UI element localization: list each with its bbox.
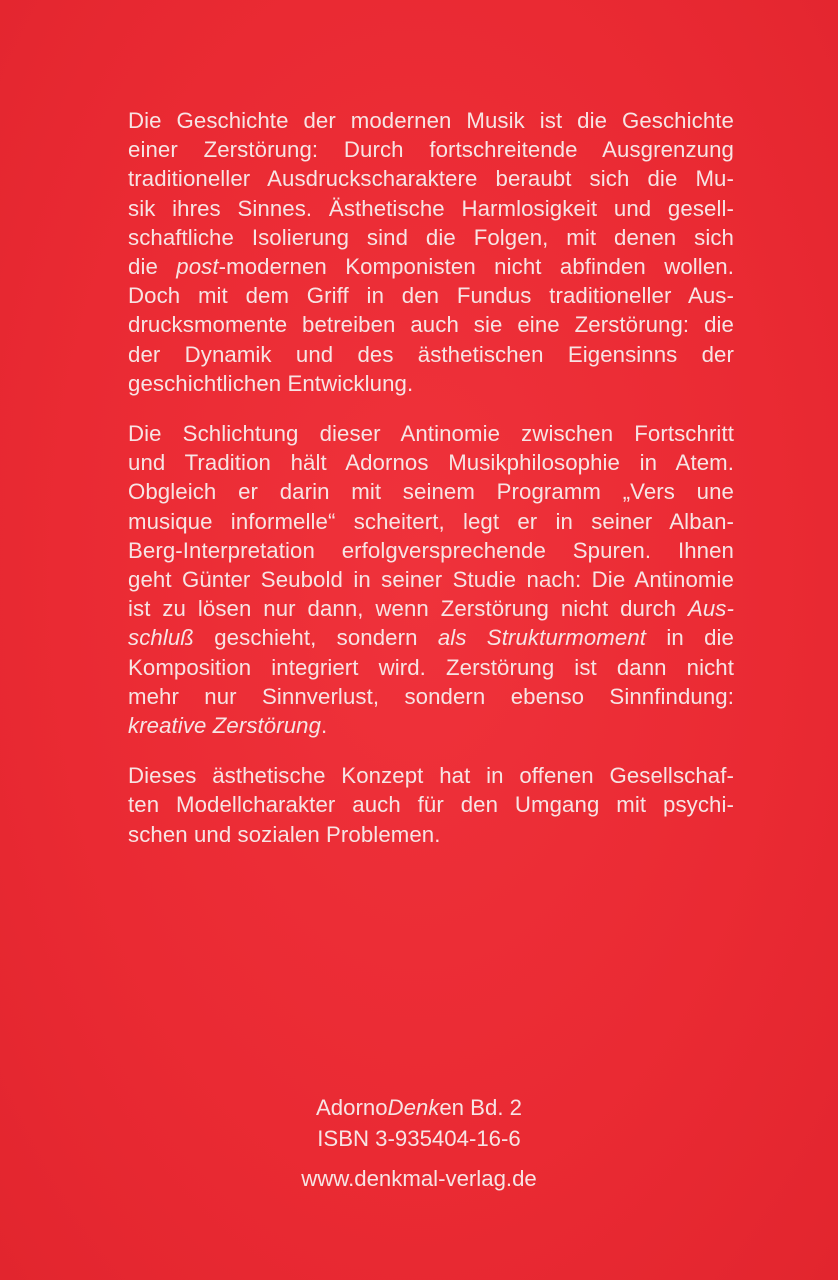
text-segment: Komposition integriert wird. Zerstörung ist dann nicht — [128, 654, 734, 680]
text-segment: Doch mit dem Griff in den Fundus traditioneller Aus- — [128, 283, 734, 309]
text-line — [128, 507, 734, 536]
text-segment: drucksmomente betreiben auch sie eine Zerstörung: die — [128, 312, 734, 338]
text-segment: schen und sozialen Problemen. — [128, 821, 441, 847]
text-segment: sik ihres Sinnes. Ästhetische Harmlosigkeit und gesell- — [128, 195, 734, 221]
series-name-a: Adorno — [316, 1095, 388, 1120]
italic-text: schluß — [128, 625, 194, 651]
text-segment: geht Günter Seubold in seiner Studie nach: Die Antinomie — [128, 567, 734, 593]
publisher-url: www.denkmal-verlag.de — [301, 1166, 537, 1191]
text-line — [128, 761, 734, 790]
text-segment: und Tradition hält Adornos Musikphilosophie in Atem. — [128, 450, 734, 476]
text-line — [128, 135, 734, 164]
text-line — [128, 790, 734, 819]
text-line — [128, 419, 734, 448]
text-segment: Die Schlichtung dieser Antinomie zwischen Fortschritt — [128, 421, 734, 447]
text-segment: einer Zerstörung: Durch fortschreitende Ausgrenzung — [128, 137, 734, 163]
italic-text: als Strukturmoment — [437, 625, 647, 651]
text-line — [128, 623, 734, 652]
blurb-paragraph — [128, 761, 734, 849]
text-segment: die — [128, 254, 177, 280]
series-line — [0, 1092, 838, 1123]
text-line — [128, 164, 734, 193]
text-line — [128, 194, 734, 223]
text-segment: . — [321, 713, 328, 739]
text-segment: musique informelle“ scheitert, legt er in seiner Alban- — [128, 508, 734, 534]
text-segment: mehr nur Sinnverlust, sondern ebenso Sinnfindung: — [128, 683, 734, 709]
text-line — [128, 369, 734, 398]
text-segment: -modernen Komponisten nicht abfinden wollen. — [218, 254, 734, 280]
text-line — [128, 594, 734, 623]
italic-text: kreative Zerstörung — [128, 713, 322, 739]
text-segment: geschieht, sondern — [193, 625, 438, 651]
text-line — [128, 281, 734, 310]
blurb-paragraph — [128, 106, 734, 398]
italic-text: Aus- — [687, 596, 734, 622]
text-segment: schaftliche Isolierung sind die Folgen, mit denen sich — [128, 224, 734, 250]
blurb-paragraph — [128, 419, 734, 740]
text-segment: ist zu lösen nur dann, wenn Zerstörung nicht durch — [128, 596, 688, 622]
series-volume: en Bd. 2 — [439, 1095, 522, 1120]
italic-text: post — [176, 254, 219, 280]
text-segment: Die Geschichte der modernen Musik ist die Geschichte — [128, 108, 734, 133]
series-name-b: Denk — [387, 1095, 440, 1120]
text-line — [128, 653, 734, 682]
text-line — [128, 340, 734, 369]
text-line — [128, 252, 734, 281]
text-line — [128, 536, 734, 565]
text-segment: der Dynamik und des ästhetischen Eigensinns der — [128, 341, 734, 367]
publication-info — [0, 1092, 838, 1194]
text-segment: traditioneller Ausdruckscharaktere beraubt sich die Mu- — [128, 166, 734, 192]
text-segment: in die — [646, 625, 734, 651]
isbn: ISBN 3-935404-16-6 — [317, 1126, 521, 1151]
text-line — [128, 682, 734, 711]
text-segment: geschichtlichen Entwicklung. — [128, 370, 414, 396]
text-line — [128, 106, 734, 135]
text-segment: Berg-Interpretation erfolgversprechende Spuren. Ihnen — [128, 537, 734, 563]
text-line — [128, 820, 734, 849]
text-line — [128, 477, 734, 506]
text-line — [128, 448, 734, 477]
text-segment: ten Modellcharakter auch für den Umgang mit psychi- — [128, 792, 734, 818]
text-line — [128, 310, 734, 339]
text-segment: Dieses ästhetische Konzept hat in offenen Gesellschaf- — [128, 763, 734, 789]
text-line — [128, 223, 734, 252]
blurb-text — [128, 106, 734, 849]
text-line — [128, 711, 734, 740]
text-segment: Obgleich er darin mit seinem Programm „Vers une — [128, 479, 734, 505]
text-line — [128, 565, 734, 594]
